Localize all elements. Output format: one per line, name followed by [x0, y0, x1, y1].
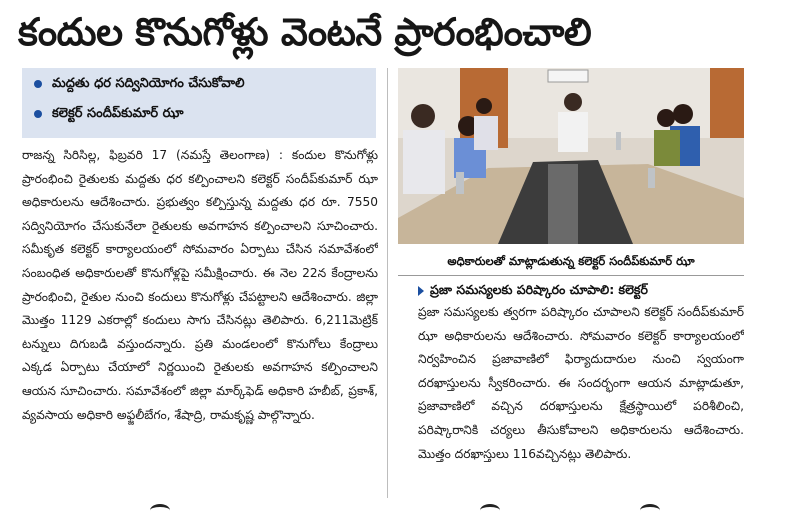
- subhead-1-text: మద్దతు ధర సద్వినియోగం చేసుకోవాలి: [52, 76, 245, 91]
- photo-caption: అధికారులతో మాట్లాడుతున్న కలెక్టర్ సందీప్‌కుమార్ ఝా: [447, 254, 695, 268]
- caption-divider: [398, 275, 744, 276]
- headline: కందుల కొనుగోళ్లు వెంటనే ప్రారంభించాలి: [18, 10, 592, 54]
- glyph-fragment: [640, 504, 660, 517]
- next-headline-fragment: [0, 504, 800, 514]
- glyph-fragment: [150, 504, 170, 517]
- subhead-2: [34, 106, 184, 124]
- story-2-heading-text: ప్రజా సమస్యలకు పరిష్కారం చూపాలి: కలెక్టర్: [430, 282, 648, 297]
- bullet-icon: [34, 110, 42, 118]
- story-2-text: ప్రజా సమస్యలకు త్వరగా పరిష్కారం చూపాలని కలెక్టర్ సందీప్‌కుమార్ ఝా అధికారులను ఆదేశించారు. సోమవారం కలెక్టర్ కార్యాలయంలో నిర్వహించిన ప్రజావాణిలో ఫిర్యాదుదారుల నుంచి స్వయంగా దరఖాస్తులను స్వీకరించారు. ఈ సందర్భంగా ఆయన మాట్లాడుతూ, ప్రజావాణిలో వచ్చిన దరఖాస్తులను క్షేత్రస్థాయిలో పరిశీలించి, పరిష్కారానికి చర్యలు తీసుకోవాలని అధికారులను ఆదేశించారు. మొత్తం దరఖాస్తులు 116వచ్చినట్లు తెలిపారు.: [418, 305, 744, 461]
- story-1-body: [22, 144, 378, 502]
- meeting-photo-illustration: [398, 68, 744, 244]
- subhead-2-text: కలెక్టర్ సందీప్‌కుమార్ ఝా: [52, 106, 184, 121]
- bullet-icon: [34, 80, 42, 88]
- column-divider: [387, 68, 388, 498]
- story-2-heading: [418, 279, 738, 301]
- arrow-icon: [418, 286, 424, 296]
- story-1-text: రాజన్న సిరిసిల్ల, ఫిబ్రవరి 17 (నమస్తే తెలంగాణ) : కందుల కొనుగోళ్లు ప్రారంభించి రైతులకు మద్దతు ధర కల్పించాలని కలెక్టర్ సందీప్‌కుమార్ ఝా అధికారులను ఆదేశించారు. ప్రభుత్వం కల్పిస్తున్న మద్దతు ధర రూ. 7550 సద్వినియోగం చేసుకునేలా రైతులకు అవగాహన కల్పించాలని సూచించారు. సమీకృత కలెక్టర్ కార్యాలయంలో సోమవారం ఏర్పాటు చేసిన సమావేశంలో సంబంధిత అధికారులతో కొనుగోళ్లపై సమీక్షించారు. ఈ నెల 22న కేంద్రాలను ప్రారంభించి, రైతుల నుంచి కందులు కొనుగోళ్లు చేపట్టాలని ఆదేశించారు. జిల్లా మొత్తం 1129 ఎకరాల్లో కందులు సాగు చేసినట్లు తెలిపారు. 6,211మెట్రిక్ టన్నులు దిగుబడి వస్తుందన్నారు. ప్రతి మండలంలో కొనుగోలు కేంద్రాలు ఎక్కడ ఏర్పాటు చేయాలో నిర్ణయించి రైతులకు అవగాహన కల్పించాలని ఆయన సూచించారు. సమావేశంలో జిల్లా మార్క్‌ఫెడ్ అధికారి హబీబ్, ప్రకాశ్, వ్యవసాయ అధికారి అఫ్జలీబేగం, శేషాద్రి, రామకృష్ణ పాల్గొన్నారు.: [22, 148, 378, 422]
- story-2-body: [418, 301, 744, 501]
- meeting-photo: [398, 68, 744, 244]
- subhead-1: [34, 76, 245, 94]
- glyph-fragment: [480, 504, 500, 517]
